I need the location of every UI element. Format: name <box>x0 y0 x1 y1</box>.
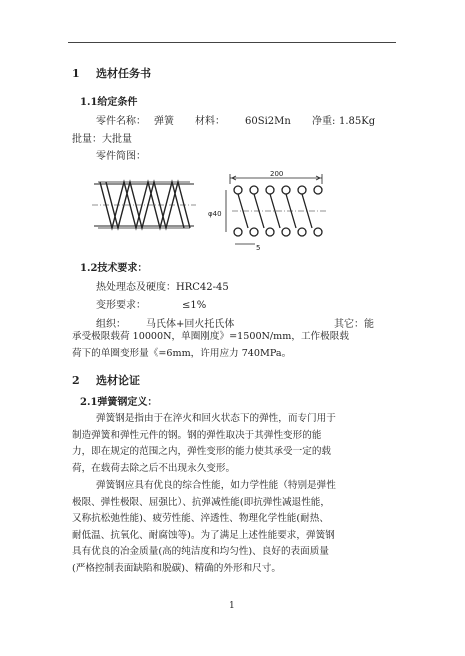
part-name-label: 零件名称： <box>96 116 146 127</box>
page-number: 1 <box>229 601 235 611</box>
section-2-title: 选材论证 <box>96 374 140 387</box>
section-1-title: 选材任务书 <box>96 67 151 80</box>
text-line: 荷下的单圈变形量《=6mm，许用应力 740MPa。 <box>72 347 292 359</box>
batch-text: 批量：大批量 <box>72 134 132 145</box>
text-line: (严格控制表面缺陷和脱碳)、精确的外形和尺寸。 <box>72 562 281 574</box>
dim-diameter: φ40 <box>208 210 222 218</box>
section-2-number: 2 <box>72 374 80 387</box>
weight-label: 净重: <box>312 116 336 127</box>
dim-length: 200 <box>270 170 284 178</box>
deformation-label: 变形要求： <box>96 300 146 311</box>
spring-sketch <box>90 168 340 258</box>
structure-label: 组织： <box>96 319 126 330</box>
text-line: 弹簧钢应具有优良的综合性能，如力学性能（特别是弹性 <box>96 480 336 491</box>
spring-section-view <box>226 174 326 244</box>
text-line: 力，即在规定的范围之内，弹性变形的能力使其承受一定的载 <box>72 446 332 458</box>
text-line: 荷，在载荷去除之后不出现永久变形。 <box>72 462 236 474</box>
text-line: 极限、弹性极限、屈强比）、抗弹减性能(即抗弹性减退性能， <box>72 496 330 508</box>
text-line: 具有优良的冶金质量(高的纯洁度和均匀性)、良好的表面质量 <box>72 546 329 558</box>
heat-treatment-text: 热处理态及硬度：HRC42-45 <box>96 282 229 293</box>
section-1-number: 1 <box>72 67 80 80</box>
text-line: 制造弹簧和弹性元件的钢。钢的弹性取决于其弹性变形的能 <box>72 429 322 441</box>
material-label: 材料： <box>195 116 225 127</box>
material-value: 60Si2Mn <box>245 116 291 127</box>
definition-paragraph-2 <box>72 478 336 578</box>
header-rule <box>68 42 396 43</box>
deformation-value: ≤1% <box>182 300 207 311</box>
weight-value: 1.85Kg <box>339 116 376 127</box>
subsection-1-1-title: 1.1给定条件 <box>80 97 138 108</box>
definition-paragraph-1 <box>72 411 336 477</box>
text-line: 承受极限载荷 10000N，单圈刚度》=1500N/mm，工作极限载 <box>72 331 349 342</box>
other-label: 其它：能 <box>334 319 374 330</box>
requirements-paragraph <box>72 329 349 362</box>
subsection-1-2-title: 1.2技术要求： <box>80 263 148 274</box>
sketch-label: 零件简图： <box>96 151 146 162</box>
dim-pitch: 5 <box>256 244 261 252</box>
text-line: 耐低温、抗氧化、耐腐蚀等)。为了满足上述性能要求，弹簧钢 <box>72 529 335 541</box>
subsection-2-1-title: 2.1弹簧钢定义： <box>80 397 158 408</box>
structure-value: 马氏体+回火托氏体 <box>146 319 235 330</box>
part-name-value: 弹簧 <box>154 116 174 127</box>
spring-side-view <box>92 182 196 228</box>
text-line: 又称抗松弛性能)、疲劳性能、淬透性、物理化学性能(耐热、 <box>72 513 329 525</box>
text-line: 弹簧钢是指由于在淬火和回火状态下的弹性，而专门用于 <box>96 413 336 424</box>
